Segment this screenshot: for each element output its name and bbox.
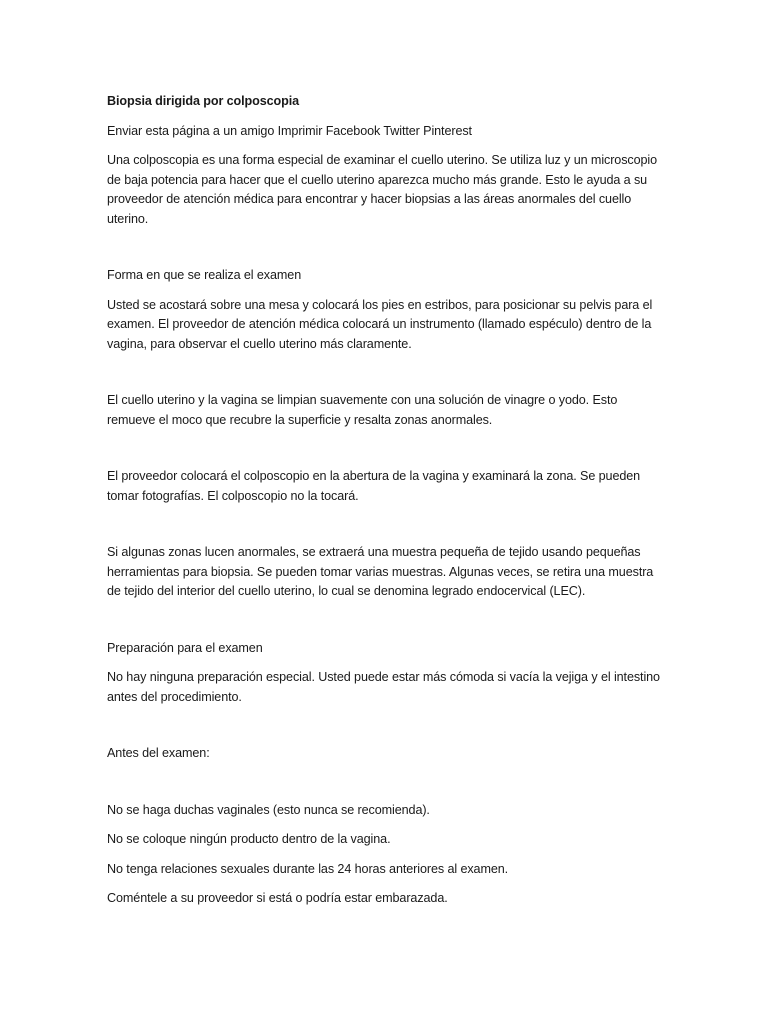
document-title: Biopsia dirigida por colposcopia: [107, 94, 300, 108]
procedure-paragraph-3: El proveedor colocará el colposcopio en la abertura de la vagina y examinará la zona. Se pueden tomar fotografías. El colposcopio no la tocará.: [107, 469, 641, 503]
list-item: Coméntele a su proveedor si está o podría estar embarazada.: [107, 891, 448, 905]
section-heading-preparation: Preparación para el examen: [107, 640, 263, 655]
procedure-paragraph-2: El cuello uterino y la vagina se limpian suavemente con una solución de vinagre o yodo. Esto remueve el moco que recubre la superficie y resalta zonas anormales.: [107, 393, 618, 427]
list-item: No tenga relaciones sexuales durante las 24 horas anteriores al examen.: [107, 861, 509, 876]
list-item: No se haga duchas vaginales (esto nunca se recomienda).: [107, 802, 430, 817]
list-item: No se coloque ningún producto dentro de la vagina.: [107, 832, 391, 846]
section-heading-procedure: Forma en que se realiza el examen: [107, 268, 302, 282]
procedure-paragraph-4: Si algunas zonas lucen anormales, se extraerá una muestra pequeña de tejido usando pequeñas herramientas para biopsia. Se pueden tomar varias muestras. Algunas veces, se retira una muestra de tejido del interior del cuello uterino, lo cual se denomina legrado endocervical (LEC).: [107, 545, 654, 598]
procedure-paragraph-1: Usted se acostará sobre una mesa y colocará los pies en estribos, para posicionar su pelvis para el examen. El proveedor de atención médica colocará un instrumento (llamado espéculo) dentro de la vagina, para observar el cuello uterino más claramente.: [107, 297, 653, 351]
preparation-paragraph: No hay ninguna preparación especial. Usted puede estar más cómoda si vacía la vejiga y el intestino antes del procedimiento.: [107, 670, 660, 704]
document-page: [107, 92, 667, 909]
before-exam-heading: Antes del examen:: [107, 746, 210, 760]
share-line: Enviar esta página a un amigo Imprimir Facebook Twitter Pinterest: [107, 123, 472, 138]
intro-paragraph: Una colposcopia es una forma especial de examinar el cuello uterino. Se utiliza luz y un microscopio de baja potencia para hacer que el cuello uterino aparezca mucho más grande. Esto le ayuda a su proveedor de atención médica para encontrar y hacer biopsias a las áreas anormales del cuello uterino.: [107, 153, 658, 226]
